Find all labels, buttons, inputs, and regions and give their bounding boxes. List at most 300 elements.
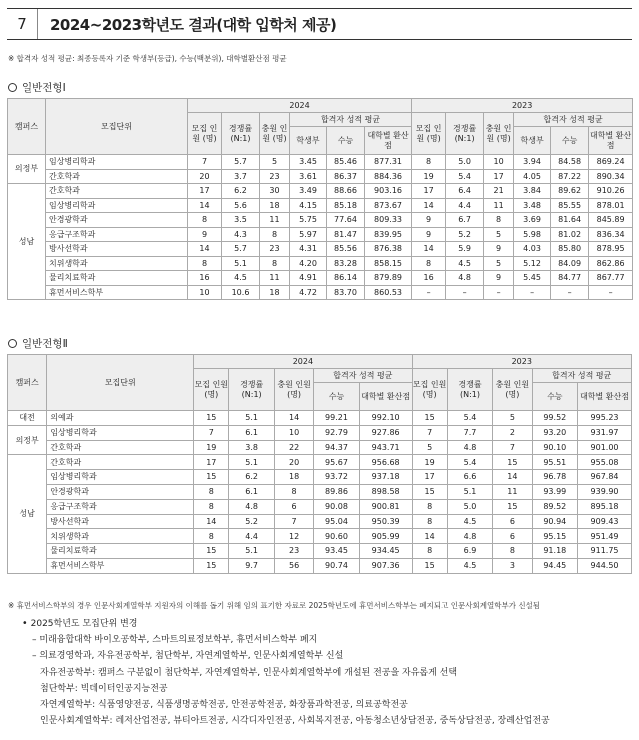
value-cell: 84.77 — [551, 271, 589, 286]
value-cell: 84.09 — [551, 256, 589, 271]
table-row — [8, 425, 632, 440]
changes-title-row — [22, 616, 550, 632]
value-cell: 93.72 — [314, 470, 360, 485]
value-cell: 85.18 — [327, 198, 365, 213]
value-cell: 14 — [412, 529, 447, 544]
campus-cell: 의정부 — [8, 155, 46, 184]
value-cell: 4.20 — [290, 256, 327, 271]
table-row — [8, 514, 632, 529]
value-cell: 20 — [274, 455, 313, 470]
value-cell: 23 — [260, 242, 290, 257]
value-cell: 3.45 — [290, 155, 327, 170]
unit-cell: 간호학과 — [47, 455, 194, 470]
table-row — [8, 484, 632, 499]
value-cell: 83.70 — [327, 285, 365, 300]
value-cell: – — [551, 285, 589, 300]
value-cell: 5.7 — [222, 242, 260, 257]
year-2023-header: 2023 — [412, 99, 633, 113]
value-cell: 11 — [493, 484, 532, 499]
value-cell: 6.2 — [229, 470, 275, 485]
change-line: 자연계열학부: 식품영양전공, 식품생명공학전공, 안전공학전공, 화장품과학전공, 의료공학전공 — [40, 700, 408, 711]
value-cell: 956.68 — [359, 455, 412, 470]
value-cell: 967.84 — [578, 470, 632, 485]
value-cell: 878.95 — [589, 242, 633, 257]
value-cell: 17 — [484, 169, 514, 184]
value-cell: 5.0 — [446, 155, 484, 170]
value-cell: 8 — [194, 529, 229, 544]
circle-bullet-icon — [8, 339, 17, 348]
rate-header: 경쟁률 (N:1) — [222, 113, 260, 155]
value-cell: 8 — [188, 213, 222, 228]
unit-header: 모집단위 — [47, 355, 194, 411]
value-cell: 56 — [274, 558, 313, 573]
value-cell: 15 — [194, 411, 229, 426]
value-cell: 17 — [412, 470, 447, 485]
value-cell: 6.2 — [222, 184, 260, 199]
value-cell: 934.45 — [359, 544, 412, 559]
value-cell: 81.64 — [551, 213, 589, 228]
value-cell: 77.64 — [327, 213, 365, 228]
value-cell: 9 — [412, 227, 446, 242]
value-cell: 99.21 — [314, 411, 360, 426]
value-cell: 5.12 — [514, 256, 551, 271]
value-cell: 85.80 — [551, 242, 589, 257]
hs-header: 학생부 — [290, 127, 327, 155]
value-cell: 7 — [194, 425, 229, 440]
campus-cell: 대전 — [8, 411, 47, 426]
value-cell: 6.7 — [446, 213, 484, 228]
extra-header: 충원 인원 (명) — [274, 369, 313, 411]
avg-header: 합격자 성적 평균 — [290, 113, 412, 127]
campus-cell: 성남 — [8, 184, 46, 300]
value-cell: 14 — [412, 242, 446, 257]
value-cell: 90.74 — [314, 558, 360, 573]
value-cell: 15 — [194, 558, 229, 573]
value-cell: 900.81 — [359, 499, 412, 514]
value-cell: – — [446, 285, 484, 300]
value-cell: 6.1 — [229, 425, 275, 440]
value-cell: 4.8 — [446, 271, 484, 286]
value-cell: 8 — [412, 256, 446, 271]
value-cell: 11 — [484, 198, 514, 213]
table-row — [8, 271, 633, 286]
unit-cell: 임상병리학과 — [46, 198, 188, 213]
seats-header: 모집 인원 (명) — [194, 369, 229, 411]
value-cell: 96.78 — [532, 470, 578, 485]
value-cell: 11 — [260, 213, 290, 228]
value-cell: 5.75 — [290, 213, 327, 228]
unit-cell: 간호학과 — [47, 440, 194, 455]
value-cell: 3.48 — [514, 198, 551, 213]
value-cell: 18 — [260, 198, 290, 213]
value-cell: – — [514, 285, 551, 300]
value-cell: 890.34 — [589, 169, 633, 184]
table-row — [8, 544, 632, 559]
value-cell: 3.8 — [229, 440, 275, 455]
value-cell: 86.37 — [327, 169, 365, 184]
value-cell: 90.10 — [532, 440, 578, 455]
value-cell: 4.5 — [447, 558, 493, 573]
header-row — [8, 99, 633, 113]
unit-cell: 휴먼서비스학부 — [46, 285, 188, 300]
value-cell: 8 — [260, 227, 290, 242]
change-line: – 미래융합대학 바이오공학부, 스마트의료정보학부, 휴먼서비스학부 폐지 — [32, 635, 318, 646]
avg-header: 합격자 성적 평균 — [532, 369, 631, 383]
value-cell: 14 — [493, 470, 532, 485]
extra-header: 충원 인원 (명) — [493, 369, 532, 411]
value-cell: 931.97 — [578, 425, 632, 440]
value-cell: 16 — [412, 271, 446, 286]
value-cell: 17 — [188, 184, 222, 199]
value-cell: 95.51 — [532, 455, 578, 470]
year-2024-header: 2024 — [188, 99, 412, 113]
campus-header: 캠퍼스 — [8, 99, 46, 155]
value-cell: – — [589, 285, 633, 300]
value-cell: 23 — [274, 544, 313, 559]
value-cell: 83.28 — [327, 256, 365, 271]
value-cell: 15 — [412, 484, 447, 499]
header-row — [8, 355, 632, 369]
value-cell: 89.62 — [551, 184, 589, 199]
value-cell: 5.4 — [447, 411, 493, 426]
csat-header: 수능 — [551, 127, 589, 155]
value-cell: 19 — [412, 169, 446, 184]
value-cell: 21 — [484, 184, 514, 199]
conv-header: 대학별 환산점 — [359, 383, 412, 411]
unit-cell: 물리치료학과 — [46, 271, 188, 286]
value-cell: 6 — [493, 514, 532, 529]
value-cell: 2 — [493, 425, 532, 440]
value-cell: 6 — [274, 499, 313, 514]
value-cell: 860.53 — [365, 285, 412, 300]
value-cell: 95.67 — [314, 455, 360, 470]
csat-header: 수능 — [327, 127, 365, 155]
value-cell: 9 — [412, 213, 446, 228]
value-cell: 4.8 — [447, 440, 493, 455]
value-cell: 90.94 — [532, 514, 578, 529]
value-cell: 5.9 — [446, 242, 484, 257]
table-row — [8, 558, 632, 573]
table-row — [8, 198, 633, 213]
value-cell: 5.1 — [229, 544, 275, 559]
value-cell: 90.60 — [314, 529, 360, 544]
value-cell: 15 — [194, 470, 229, 485]
value-cell: 995.23 — [578, 411, 632, 426]
value-cell: 6.4 — [446, 184, 484, 199]
value-cell: 9 — [484, 271, 514, 286]
value-cell: 4.5 — [446, 256, 484, 271]
value-cell: 4.4 — [446, 198, 484, 213]
value-cell: 5.1 — [222, 256, 260, 271]
value-cell: 8 — [412, 544, 447, 559]
unit-cell: 간호학과 — [46, 169, 188, 184]
value-cell: 4.05 — [514, 169, 551, 184]
page-header — [7, 8, 632, 40]
value-cell: 5 — [493, 411, 532, 426]
value-cell: 839.95 — [365, 227, 412, 242]
change-line: 첨단학부: 빅데이터인공지능전공 — [40, 683, 168, 694]
value-cell: 4.8 — [229, 499, 275, 514]
value-cell: 873.67 — [365, 198, 412, 213]
value-cell: 19 — [194, 440, 229, 455]
value-cell: 9 — [188, 227, 222, 242]
value-cell: 4.8 — [447, 529, 493, 544]
value-cell: 5.1 — [447, 484, 493, 499]
value-cell: 89.52 — [532, 499, 578, 514]
value-cell: 8 — [260, 256, 290, 271]
value-cell: 3.94 — [514, 155, 551, 170]
value-cell: 22 — [274, 440, 313, 455]
value-cell: 5.2 — [446, 227, 484, 242]
value-cell: 20 — [188, 169, 222, 184]
value-cell: 10.6 — [222, 285, 260, 300]
value-cell: 4.4 — [229, 529, 275, 544]
value-cell: 8 — [194, 484, 229, 499]
value-cell: 809.33 — [365, 213, 412, 228]
value-cell: 93.20 — [532, 425, 578, 440]
seats-header: 모집 인원 (명) — [188, 113, 222, 155]
table-row — [8, 499, 632, 514]
value-cell: 4.15 — [290, 198, 327, 213]
table-row — [8, 227, 633, 242]
value-cell: 18 — [260, 285, 290, 300]
table-row — [8, 440, 632, 455]
value-cell: 9 — [484, 242, 514, 257]
value-cell: 8 — [412, 499, 447, 514]
value-cell: 92.79 — [314, 425, 360, 440]
value-cell: 8 — [484, 213, 514, 228]
value-cell: 10 — [188, 285, 222, 300]
value-cell: 5.45 — [514, 271, 551, 286]
section1-heading — [8, 80, 66, 95]
value-cell: 14 — [188, 242, 222, 257]
unit-cell: 휴먼서비스학부 — [47, 558, 194, 573]
table-row — [8, 470, 632, 485]
value-cell: 84.58 — [551, 155, 589, 170]
table-general-1 — [7, 98, 633, 300]
value-cell: 8 — [194, 499, 229, 514]
change-line: 자유전공학부: 캠퍼스 구분없이 첨단학부, 자연계열학부, 인문사회계열학부에 개설된 전공을 자유롭게 선택 — [40, 667, 458, 678]
value-cell: 901.00 — [578, 440, 632, 455]
value-cell: 94.37 — [314, 440, 360, 455]
value-cell: 869.24 — [589, 155, 633, 170]
value-cell: 4.03 — [514, 242, 551, 257]
value-cell: 19 — [412, 455, 447, 470]
value-cell: 911.75 — [578, 544, 632, 559]
value-cell: 944.50 — [578, 558, 632, 573]
unit-cell: 치위생학과 — [46, 256, 188, 271]
value-cell: 8 — [188, 256, 222, 271]
unit-cell: 안경광학과 — [47, 484, 194, 499]
value-cell: 5 — [484, 256, 514, 271]
rate-header: 경쟁률 (N:1) — [446, 113, 484, 155]
unit-cell: 안경광학과 — [46, 213, 188, 228]
value-cell: 9.7 — [229, 558, 275, 573]
value-cell: 15 — [194, 544, 229, 559]
table-row — [8, 242, 633, 257]
value-cell: – — [412, 285, 446, 300]
table-general-2 — [7, 354, 632, 574]
value-cell: 4.72 — [290, 285, 327, 300]
value-cell: 862.86 — [589, 256, 633, 271]
conv-header: 대학별 환산점 — [578, 383, 632, 411]
conv-header: 대학별 환산점 — [589, 127, 633, 155]
unit-cell: 응급구조학과 — [47, 499, 194, 514]
value-cell: 878.01 — [589, 198, 633, 213]
bottom-note: ※ 휴먼서비스학부의 경우 인문사회계열학부 지원자의 이해를 돕기 위해 임의 표기한 자료로 2025학년도에 휴먼서비스학부는 폐지되고 인문사회계열학부가 신설됨 — [8, 601, 541, 610]
hs-header: 학생부 — [514, 127, 551, 155]
value-cell: 81.02 — [551, 227, 589, 242]
value-cell: 955.08 — [578, 455, 632, 470]
avg-header: 합격자 성적 평균 — [514, 113, 633, 127]
unit-cell: 임상병리학과 — [47, 470, 194, 485]
value-cell: 3.61 — [290, 169, 327, 184]
value-cell: 3.5 — [222, 213, 260, 228]
page-title: 2024~2023학년도 결과(대학 입학처 제공) — [50, 15, 337, 34]
value-cell: 86.14 — [327, 271, 365, 286]
table-row — [8, 529, 632, 544]
value-cell: 14 — [274, 411, 313, 426]
value-cell: 7 — [188, 155, 222, 170]
value-cell: 95.04 — [314, 514, 360, 529]
value-cell: 15 — [493, 455, 532, 470]
value-cell: 5.6 — [222, 198, 260, 213]
unit-cell: 임상병리학과 — [46, 155, 188, 170]
value-cell: 4.5 — [447, 514, 493, 529]
csat-header: 수능 — [532, 383, 578, 411]
value-cell: 950.39 — [359, 514, 412, 529]
value-cell: 5.4 — [447, 455, 493, 470]
value-cell: 18 — [274, 470, 313, 485]
circle-bullet-icon — [8, 83, 17, 92]
table-row — [8, 184, 633, 199]
unit-cell: 방사선학과 — [47, 514, 194, 529]
value-cell: 16 — [188, 271, 222, 286]
change-line: – 의료경영학과, 자유전공학부, 첨단학부, 자연계열학부, 인문사회계열학부 신설 — [32, 651, 344, 662]
value-cell: 5.0 — [447, 499, 493, 514]
seats-header: 모집 인원 (명) — [412, 113, 446, 155]
value-cell: 939.90 — [578, 484, 632, 499]
value-cell: 5.4 — [446, 169, 484, 184]
value-cell: 93.99 — [532, 484, 578, 499]
unit-cell: 방사선학과 — [46, 242, 188, 257]
value-cell: 8 — [412, 514, 447, 529]
campus-cell: 성남 — [8, 455, 47, 573]
extra-header: 충원 인원 (명) — [260, 113, 290, 155]
value-cell: 81.47 — [327, 227, 365, 242]
unit-cell: 의예과 — [47, 411, 194, 426]
value-cell: 6.9 — [447, 544, 493, 559]
value-cell: 7.7 — [447, 425, 493, 440]
value-cell: 6 — [493, 529, 532, 544]
value-cell: 5 — [260, 155, 290, 170]
table-row — [8, 155, 633, 170]
value-cell: 5.97 — [290, 227, 327, 242]
value-cell: 94.45 — [532, 558, 578, 573]
table-row — [8, 169, 633, 184]
change-line: 인문사회계열학부: 레저산업전공, 뷰티아트전공, 시각디자인전공, 사회복지전공, 아동청소년상담전공, 중독상담전공, 장례산업전공 — [40, 716, 550, 727]
value-cell: 903.16 — [365, 184, 412, 199]
value-cell: 884.36 — [365, 169, 412, 184]
value-cell: 927.86 — [359, 425, 412, 440]
value-cell: 4.91 — [290, 271, 327, 286]
value-cell: 15 — [412, 411, 447, 426]
year-2023-header: 2023 — [412, 355, 631, 369]
value-cell: 7 — [493, 440, 532, 455]
value-cell: 91.18 — [532, 544, 578, 559]
value-cell: 93.45 — [314, 544, 360, 559]
value-cell: 867.77 — [589, 271, 633, 286]
value-cell: 5.7 — [222, 155, 260, 170]
value-cell: 95.15 — [532, 529, 578, 544]
page-number: 7 — [7, 9, 38, 39]
value-cell: 905.99 — [359, 529, 412, 544]
unit-header: 모집단위 — [46, 99, 188, 155]
avg-header: 합격자 성적 평균 — [314, 369, 412, 383]
unit-cell: 간호학과 — [46, 184, 188, 199]
value-cell: 85.55 — [551, 198, 589, 213]
value-cell: 30 — [260, 184, 290, 199]
rate-header: 경쟁률 (N:1) — [229, 369, 275, 411]
value-cell: 3 — [493, 558, 532, 573]
changes-title: 2025학년도 모집단위 변경 — [30, 619, 138, 629]
value-cell: 17 — [194, 455, 229, 470]
table-row — [8, 213, 633, 228]
seats-header: 모집 인원 (명) — [412, 369, 447, 411]
value-cell: 11 — [260, 271, 290, 286]
value-cell: 89.86 — [314, 484, 360, 499]
unit-cell: 치위생학과 — [47, 529, 194, 544]
value-cell: 3.69 — [514, 213, 551, 228]
value-cell: 937.18 — [359, 470, 412, 485]
value-cell: 5 — [484, 227, 514, 242]
value-cell: 858.15 — [365, 256, 412, 271]
value-cell: 895.18 — [578, 499, 632, 514]
value-cell: 3.7 — [222, 169, 260, 184]
value-cell: 7 — [274, 514, 313, 529]
value-cell: 5.1 — [229, 411, 275, 426]
value-cell: 10 — [484, 155, 514, 170]
value-cell: 5.1 — [229, 455, 275, 470]
value-cell: – — [484, 285, 514, 300]
unit-cell: 물리치료학과 — [47, 544, 194, 559]
table-row — [8, 285, 633, 300]
extra-header: 충원 인원 (명) — [484, 113, 514, 155]
value-cell: 876.38 — [365, 242, 412, 257]
rate-header: 경쟁률 (N:1) — [447, 369, 493, 411]
value-cell: 14 — [194, 514, 229, 529]
value-cell: 836.34 — [589, 227, 633, 242]
value-cell: 14 — [188, 198, 222, 213]
value-cell: 23 — [260, 169, 290, 184]
value-cell: 5.2 — [229, 514, 275, 529]
section2-heading — [8, 336, 68, 351]
table-row — [8, 256, 633, 271]
value-cell: 15 — [412, 558, 447, 573]
value-cell: 90.08 — [314, 499, 360, 514]
value-cell: 879.89 — [365, 271, 412, 286]
value-cell: 951.49 — [578, 529, 632, 544]
campus-cell: 의정부 — [8, 425, 47, 455]
table-row — [8, 455, 632, 470]
value-cell: 6.1 — [229, 484, 275, 499]
value-cell: 17 — [412, 184, 446, 199]
value-cell: 99.52 — [532, 411, 578, 426]
csat-header: 수능 — [314, 383, 360, 411]
value-cell: 10 — [274, 425, 313, 440]
unit-cell: 임상병리학과 — [47, 425, 194, 440]
value-cell: 85.46 — [327, 155, 365, 170]
